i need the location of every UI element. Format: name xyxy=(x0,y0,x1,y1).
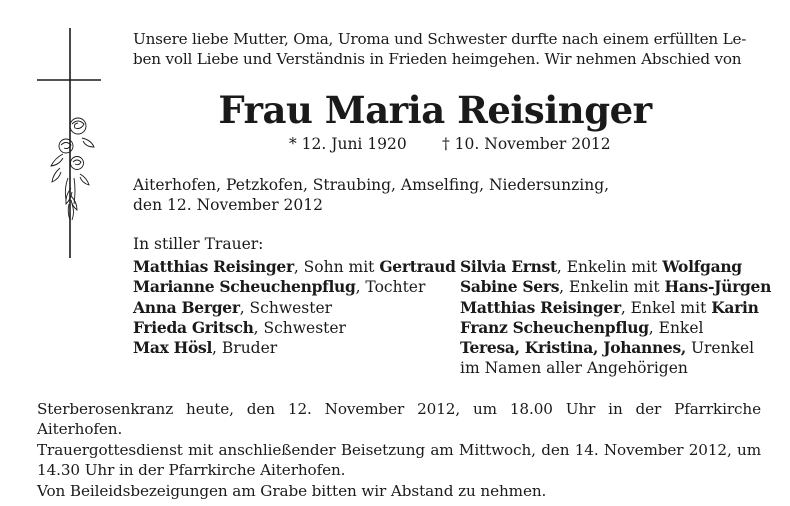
list-item xyxy=(133,298,456,318)
birth-date: * 12. Juni 1920 xyxy=(289,135,407,153)
cross-with-roses-icon xyxy=(30,28,110,258)
mourners-heading: In stiller Trauer: xyxy=(133,235,264,253)
list-item xyxy=(133,277,456,297)
mourners-list-left xyxy=(133,257,456,358)
list-item xyxy=(460,318,771,338)
death-date: † 10. November 2012 xyxy=(442,135,611,153)
funeral-info: Trauergottesdienst mit anschließender Beisetzung am Mittwoch, den 14. November 2012, um 14.30 Uhr in der Pfarrkirche Aiterhofen. xyxy=(37,441,761,479)
mourner-name: Matthias Reisinger xyxy=(133,257,294,276)
service-details xyxy=(37,400,761,502)
list-item xyxy=(133,257,456,277)
mourner-partner: Gertraud xyxy=(379,257,456,276)
mourner-name: Max Hösl xyxy=(133,338,213,358)
list-item xyxy=(460,358,771,378)
mourner-partner: Karin xyxy=(711,297,759,317)
mourner-name: Marianne Scheuchenpflug xyxy=(133,277,356,297)
notice-date: den 12. November 2012 xyxy=(133,196,323,214)
mourner-name: Sabine Sers xyxy=(460,277,560,297)
mourner-name: Anna Berger xyxy=(133,297,240,317)
list-item xyxy=(460,277,771,297)
mourner-relation: Urenkel xyxy=(686,339,755,358)
list-item xyxy=(133,318,456,338)
mourner-relation: , Bruder xyxy=(212,339,278,358)
intro-text xyxy=(133,29,755,69)
mourner-name: Silvia Ernst xyxy=(460,257,557,276)
mourner-relation: , Enkelin mit xyxy=(556,258,663,276)
family-signoff: im Namen aller Angehörigen xyxy=(460,359,688,378)
mourner-relation: , Sohn mit xyxy=(293,258,380,276)
mourners-list-right xyxy=(460,257,771,379)
mourner-relation: , Tochter xyxy=(355,278,426,297)
mourner-relation: , Enkelin mit xyxy=(559,278,665,297)
mourner-name: Franz Scheuchenpflug xyxy=(460,317,649,337)
mourner-name: Frieda Gritsch xyxy=(133,317,254,337)
intro-line: Unsere liebe Mutter, Oma, Uroma und Schwester durfte nach einem erfüllten Le- xyxy=(133,30,747,48)
mourner-relation: , Enkel xyxy=(648,318,704,337)
list-item xyxy=(460,257,771,277)
mourner-partner: Hans-Jürgen xyxy=(664,277,772,297)
mourner-partner: Wolfgang xyxy=(662,257,742,276)
list-item xyxy=(460,338,771,358)
place-towns: Aiterhofen, Petzkofen, Straubing, Amselfing, Niedersunzing, xyxy=(133,176,610,194)
mourner-relation: , Enkel mit xyxy=(620,298,712,317)
mourner-name: Matthias Reisinger xyxy=(460,297,621,317)
mourner-relation: , Schwester xyxy=(253,318,346,337)
intro-line: ben voll Liebe und Verständnis in Frieden heimgehen. Wir nehmen Abschied von xyxy=(133,50,742,68)
condolence-note: Von Beileidsbezeigungen am Grabe bitten wir Abstand zu nehmen. xyxy=(37,482,547,500)
rosary-info: Sterberosenkranz heute, den 12. November 2012, um 18.00 Uhr in der Pfarrkirche Aiterhofen. xyxy=(37,400,761,438)
mourner-name: Teresa, Kristina, Johannes, xyxy=(460,338,687,358)
mourner-relation: , Schwester xyxy=(239,298,333,317)
list-item xyxy=(133,338,456,358)
list-item xyxy=(460,298,771,318)
deceased-name: Frau Maria Reisinger xyxy=(218,88,652,132)
place-and-date xyxy=(133,175,733,215)
